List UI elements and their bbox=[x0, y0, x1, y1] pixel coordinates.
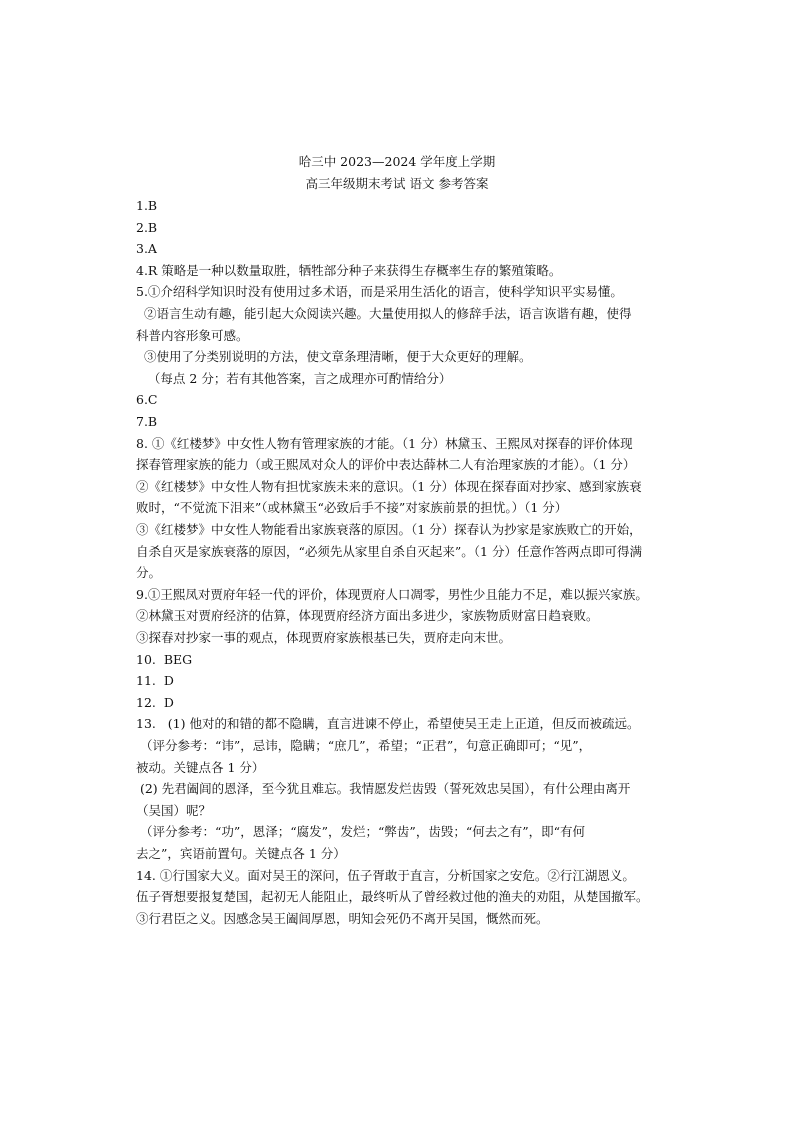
answer-line: 伍子胥想要报复楚国，起初无人能阻止，最终听从了曾经救过他的渔夫的劝阻，从楚国撤军。 bbox=[136, 889, 649, 905]
answer-line: ③使用了分类别说明的方法，使文章条理清晰，便于大众更好的理解。 bbox=[136, 349, 532, 365]
answer-line: 7.B bbox=[136, 414, 158, 429]
answer-line: 8. ①《红楼梦》中女性人物有管理家族的才能。（1 分）林黛玉、王熙凤对探春的评价体现 bbox=[136, 435, 633, 451]
answer-line: ②林黛玉对贾府经济的估算，体现贾府经济方面出多进少，家族物质财富日趋衰败。 bbox=[136, 608, 599, 624]
answer-line: 去之”，宾语前置句。关键点各 1 分） bbox=[136, 846, 346, 861]
answer-line: 11. D bbox=[136, 673, 174, 689]
answer-line: 科普内容形象可感。 bbox=[136, 327, 249, 343]
answer-line: 1.B bbox=[136, 198, 158, 213]
document-title: 哈三中 2023—2024 学年度上学期 bbox=[298, 154, 496, 169]
answer-line: 6.C bbox=[136, 392, 158, 408]
answer-line: ②《红楼梦》中女性人物有担忧家族未来的意识。（1 分）体现在探春面对抄家、感到家族衰 bbox=[136, 478, 642, 494]
answer-line: 10. BEG bbox=[136, 651, 193, 667]
answer-line: （评分参考：“讳”，忌讳，隐瞒；“庶几”，希望；“正君”，句意正确即可；“见”， bbox=[136, 738, 592, 753]
document-subtitle: 高三年级期末考试 语文 参考答案 bbox=[305, 176, 489, 191]
answer-line: 14. ①行国家大义。面对吴王的深问，伍子胥敢于直言，分析国家之安危。②行江湖恩义。 bbox=[136, 867, 635, 883]
answer-line: ③《红楼梦》中女性人物能看出家族衰落的原因。（1 分）探春认为抄家是家族败亡的开始， bbox=[136, 522, 642, 537]
answer-line: 3.A bbox=[136, 241, 157, 257]
answer-line: 13. (1) 他对的和错的都不隐瞒，直言进谏不停止，希望使吴王走上正道，但反而被疏远。 bbox=[136, 716, 640, 732]
answer-line: 探春管理家族的能力（或王熙凤对众人的评价中表达薛林二人有治理家族的才能）。（1 分） bbox=[136, 457, 636, 473]
answer-line: (2) 先君阖闾的恩泽，至今犹且难忘。我情愿发烂齿毁（誓死效忠吴国），有什公理由离开 bbox=[136, 781, 631, 797]
answer-line: ②语言生动有趣，能引起大众阅读兴趣。大量使用拟人的修辞手法，语言诙谐有趣，使得 bbox=[136, 306, 632, 321]
answer-line: 2.B bbox=[136, 219, 158, 235]
answer-line: （每点 2 分；若有其他答案，言之成理亦可酌情给分） bbox=[136, 370, 452, 386]
answer-line: ③行君臣之义。因感念吴王阖闾厚恩，明知会死仍不离开吴国，慨然而死。 bbox=[136, 910, 549, 926]
answer-line: 12. D bbox=[136, 694, 174, 710]
answer-line: 自杀自灭是家族衰落的原因，“必须先从家里自杀自灭起来”。（1 分）任意作答两点即可得满 bbox=[136, 543, 642, 559]
answer-line: 5.①介绍科学知识时没有使用过多术语，而是采用生活化的语言，使科学知识平实易懂。 bbox=[136, 284, 623, 300]
answer-line: 4.R 策略是一种以数量取胜，牺牲部分种子来获得生存概率生存的繁殖策略。 bbox=[136, 262, 562, 278]
answer-line: （吴国）呢？ bbox=[136, 802, 212, 818]
answer-line: 分。 bbox=[136, 565, 162, 581]
answer-line: 被动。关键点各 1 分） bbox=[136, 759, 265, 775]
answer-line: 9.①王熙凤对贾府年轻一代的评价，体现贾府人口凋零，男性少且能力不足，难以振兴家族。 bbox=[136, 586, 648, 602]
answer-line: ③探春对抄家一事的观点，体现贾府家族根基已失，贾府走向末世。 bbox=[136, 630, 512, 645]
answer-line: 败时，“不觉流下泪来”（或林黛玉“必致后手不接”对家族前景的担忧。）（1 分） bbox=[136, 500, 568, 516]
answer-line: （评分参考：“功”，恩泽；“腐发”，发烂；“弊齿”，齿毁；“何去之有”，即“有何 bbox=[136, 824, 585, 840]
